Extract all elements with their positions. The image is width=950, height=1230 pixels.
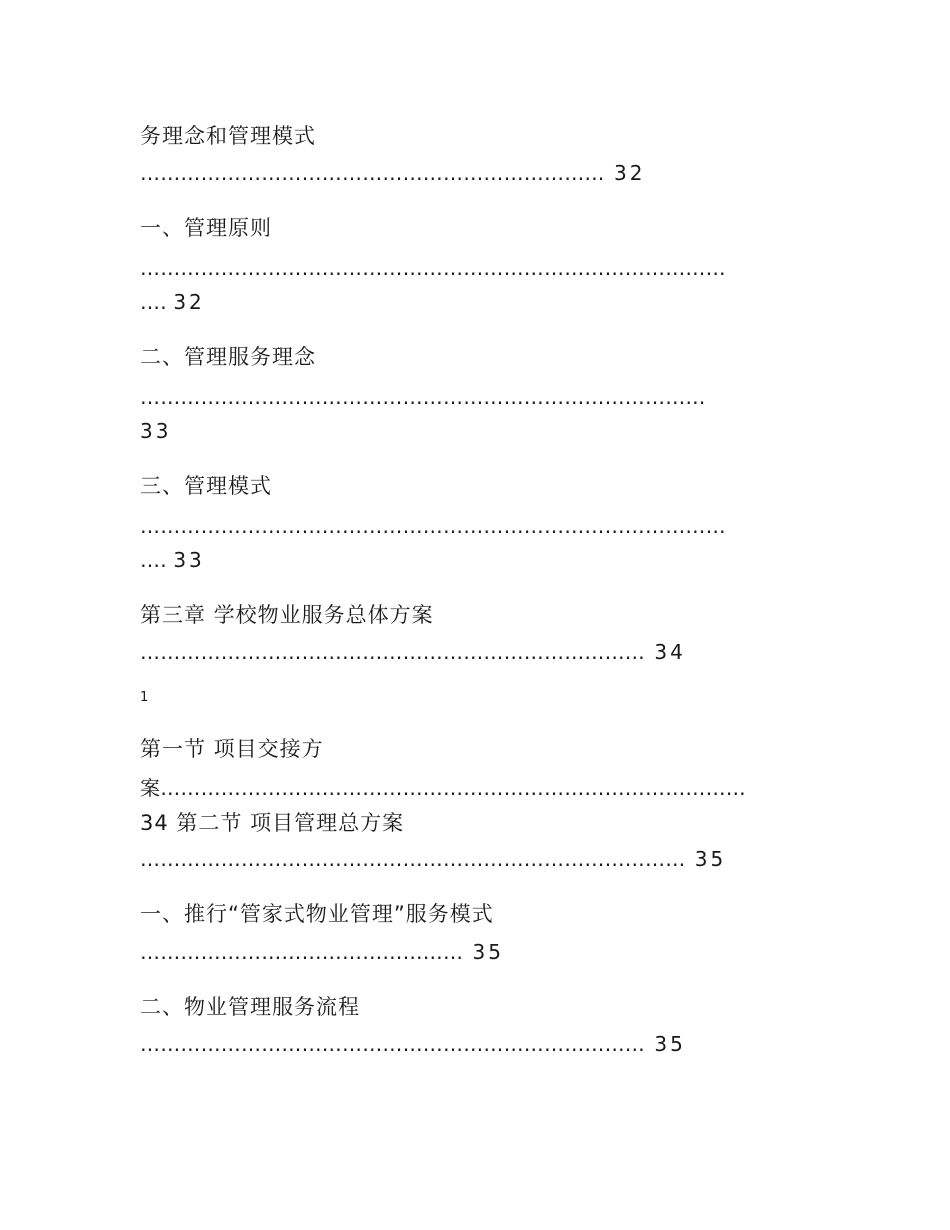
leader-dots: …………………………………………………………………	[140, 640, 645, 664]
toc-entry-leader: ……………………………………………………………………………	[140, 514, 726, 538]
toc-entry-title: 二、物业管理服务流程	[140, 995, 360, 1019]
leader-dots: ….	[140, 290, 174, 314]
toc-page-number: 32	[604, 161, 646, 185]
toc-entry-leader	[140, 938, 504, 966]
toc-entry-leader-cont	[140, 546, 205, 574]
toc-entry-title: 34 第二节 项目管理总方案	[140, 811, 405, 835]
toc-page-number: 33	[140, 419, 172, 443]
leader-dots: …………………………………………	[140, 940, 464, 964]
toc-page-number: 32	[173, 290, 205, 314]
toc-entry-title: 第一节 项目交接方	[140, 737, 324, 761]
toc-page-number: 33	[173, 548, 205, 572]
toc-entry-leader-cont	[140, 288, 205, 316]
toc-entry-title: 一、管理原则	[140, 216, 272, 240]
toc-entry-title: 一、推行“管家式物业管理”服务模式	[140, 902, 494, 926]
toc-page-number: 35	[463, 940, 505, 964]
toc-page-number: 35	[685, 847, 727, 871]
leader-dots: ……………………………………………………………	[140, 161, 605, 185]
leader-dots: …………………………………………………………………	[140, 1032, 645, 1056]
toc-entry-title: 三、管理模式	[140, 474, 272, 498]
toc-entry-title: 第三章 学校物业服务总体方案	[140, 603, 434, 627]
toc-entry-leader: 案……………………………………………………………………………	[140, 776, 746, 800]
toc-entry-leader	[140, 638, 686, 666]
toc-page-number: 35	[645, 1032, 686, 1056]
page-number-marker: 1	[140, 690, 149, 705]
toc-entry-title: 务理念和管理模式	[140, 124, 316, 148]
toc-entry-leader	[140, 159, 645, 187]
leader-dots: ………………………………………………………………………	[140, 847, 686, 871]
toc-entry-leader	[140, 1030, 686, 1058]
toc-entry-leader	[140, 845, 726, 873]
toc-page-number: 34	[645, 640, 686, 664]
leader-dots: ….	[140, 548, 174, 572]
toc-entry-leader: …………………………………………………………………………	[140, 385, 706, 409]
toc-entry-title: 二、管理服务理念	[140, 345, 316, 369]
toc-entry-leader: ……………………………………………………………………………	[140, 256, 726, 280]
